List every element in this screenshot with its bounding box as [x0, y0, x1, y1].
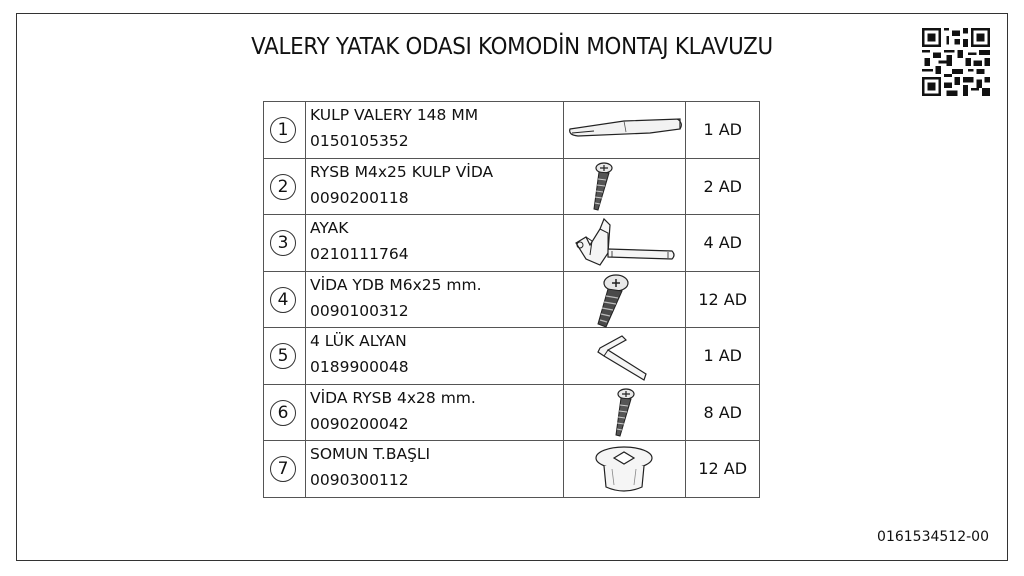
part-number-badge: 5: [270, 343, 296, 369]
part-description: [264, 384, 564, 441]
part-description: [264, 271, 564, 328]
part-image: [564, 271, 686, 328]
allen-key-icon: [564, 328, 686, 384]
part-number-badge: 3: [270, 230, 296, 256]
part-description: [264, 102, 564, 159]
part-quantity: 1 AD: [686, 102, 760, 159]
part-name: AYAK: [310, 219, 349, 237]
part-image: [564, 215, 686, 272]
part-description: [264, 328, 564, 385]
part-name: VİDA YDB M6x25 mm.: [310, 275, 482, 294]
screw-icon: [564, 159, 686, 215]
part-code: 0090100312: [310, 301, 409, 320]
bolt-icon: [564, 272, 686, 328]
part-quantity: 2 AD: [686, 158, 760, 215]
part-code: 0090200118: [310, 188, 409, 207]
part-image: [564, 328, 686, 385]
part-image: [564, 384, 686, 441]
table-row: [264, 158, 760, 215]
table-row: [264, 441, 760, 498]
part-number-badge: 6: [270, 400, 296, 426]
page-title: VALERY YATAK ODASI KOMODİN MONTAJ KLAVUZU: [251, 34, 773, 60]
part-number-badge: 2: [270, 174, 296, 200]
part-quantity: 12 AD: [686, 441, 760, 498]
part-code: 0090300112: [310, 471, 409, 489]
table-row: [264, 215, 760, 272]
part-number-badge: 4: [270, 287, 296, 313]
document-code: 0161534512-00: [877, 529, 989, 545]
screw-icon: [564, 385, 686, 441]
handle-icon: [564, 102, 686, 158]
part-description: [264, 215, 564, 272]
table-row: [264, 328, 760, 385]
table-row: [264, 271, 760, 328]
part-image: [564, 441, 686, 498]
part-description: [264, 441, 564, 498]
part-number-badge: 1: [270, 117, 296, 143]
nut-icon: [564, 441, 686, 497]
table-row: [264, 102, 760, 159]
part-number-badge: 7: [270, 456, 296, 482]
leg-icon: [564, 215, 686, 271]
part-code: 0189900048: [310, 358, 409, 376]
part-quantity: 1 AD: [686, 328, 760, 385]
part-image: [564, 158, 686, 215]
table-row: [264, 384, 760, 441]
part-code: 0150105352: [310, 132, 409, 150]
part-name: VİDA RYSB 4x28 mm.: [310, 388, 476, 407]
part-name: KULP VALERY 148 MM: [310, 106, 479, 124]
part-code: 0090200042: [310, 414, 409, 433]
parts-table: [263, 101, 760, 498]
part-quantity: 8 AD: [686, 384, 760, 441]
part-quantity: 4 AD: [686, 215, 760, 272]
part-description: [264, 158, 564, 215]
part-name: SOMUN T.BAŞLI: [310, 445, 431, 463]
part-name: 4 LÜK ALYAN: [310, 332, 407, 350]
qr-code-icon: [922, 28, 990, 96]
part-code: 0210111764: [310, 245, 409, 263]
part-quantity: 12 AD: [686, 271, 760, 328]
part-image: [564, 102, 686, 159]
part-name: RYSB M4x25 KULP VİDA: [310, 162, 494, 181]
